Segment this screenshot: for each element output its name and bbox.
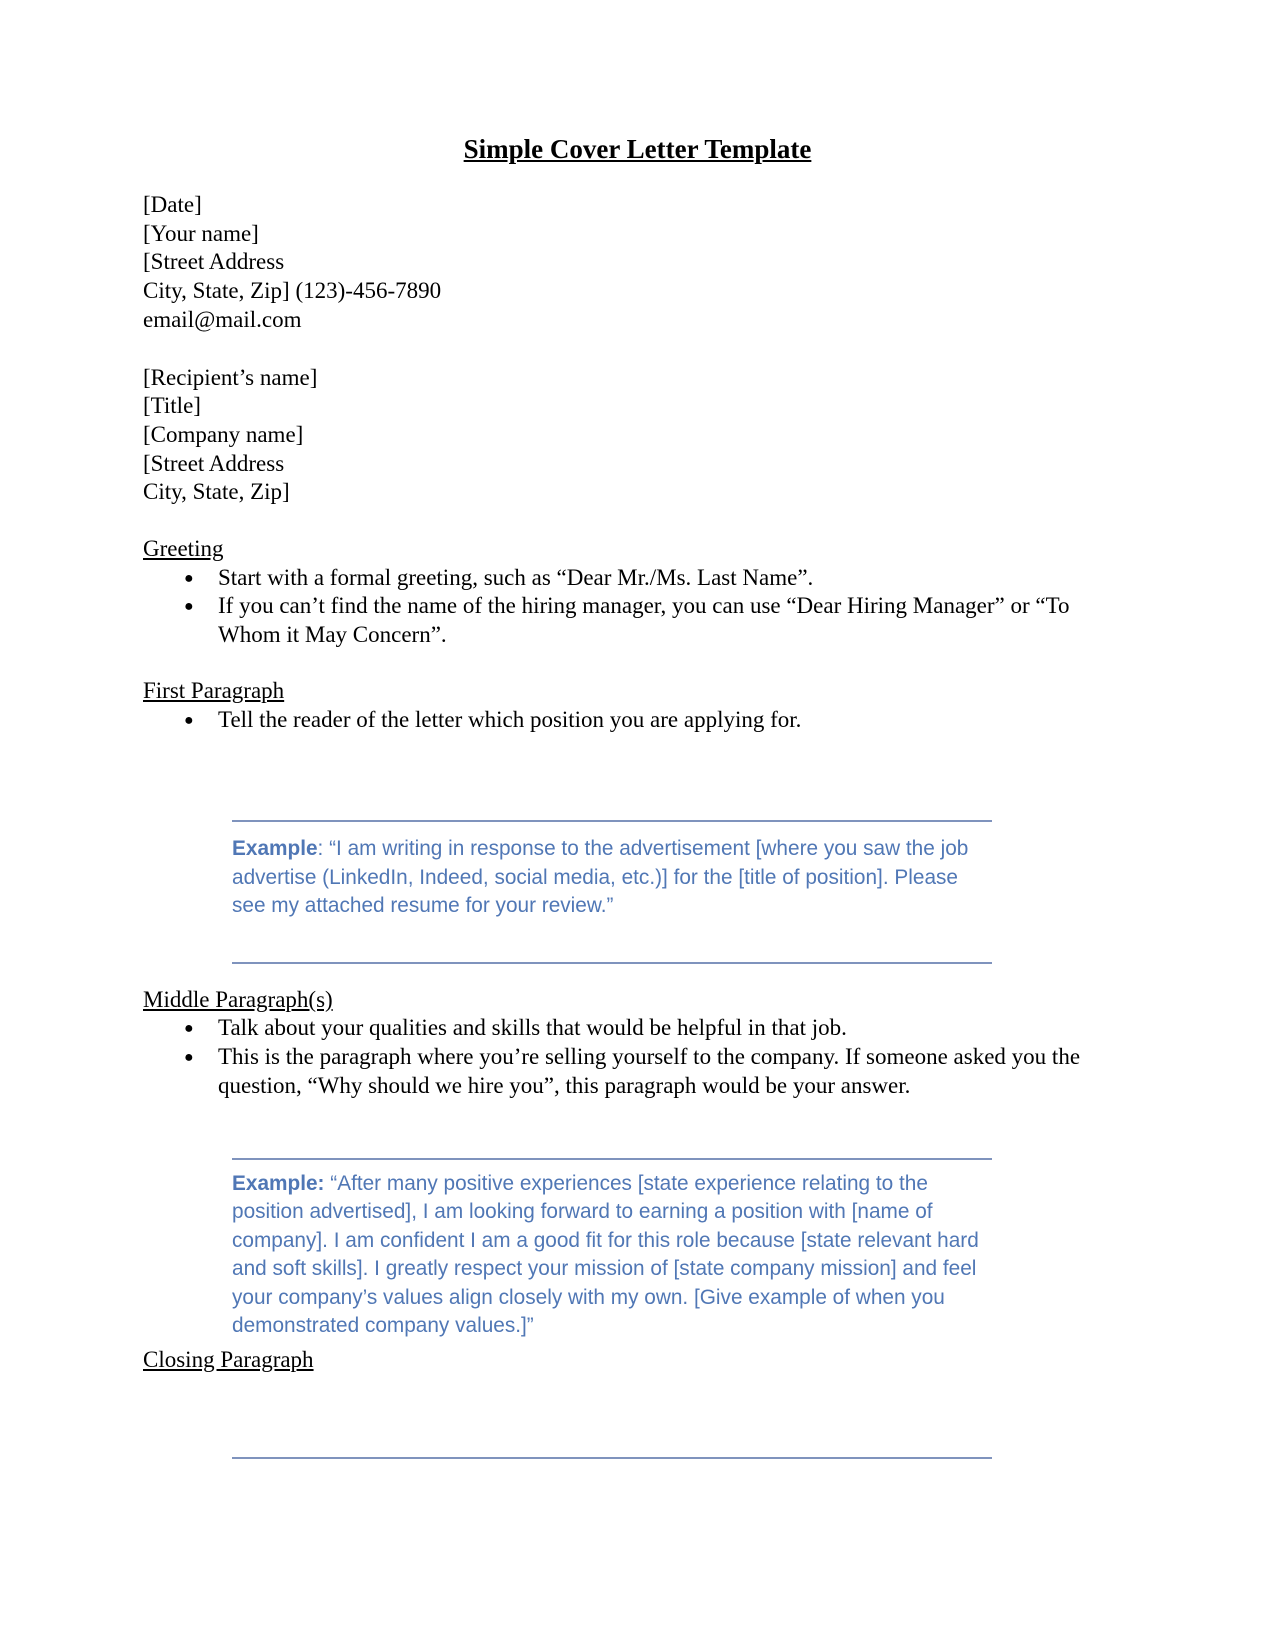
greeting-heading: Greeting <box>143 536 224 562</box>
first-example-block <box>232 820 992 964</box>
closing-example-block <box>232 1457 992 1459</box>
sender-city-phone-line: City, State, Zip] (123)-456-7890 <box>143 278 442 304</box>
document-title: Simple Cover Letter Template <box>463 134 812 164</box>
divider-line <box>232 1457 992 1459</box>
example-text: “I am writing in response to the advertisement [where you saw the job advertise (LinkedIn, Indeed, social media, etc.)] for the [title of position]. Please see my attached resume for your review.” <box>232 837 969 918</box>
example-label: Example <box>232 837 318 861</box>
date-placeholder: [Date] <box>143 192 202 217</box>
recipient-title-line: [Title] <box>143 393 201 419</box>
closing-paragraph-heading: Closing Paragraph <box>143 1346 314 1372</box>
middle-paragraph-bullet-item: ● Talk about your qualities and skills that would be helpful in that job. <box>218 1014 1132 1043</box>
example-label: Example: <box>232 1171 325 1195</box>
middle-paragraph-bullet-list <box>143 1014 1132 1100</box>
example-separator: : <box>317 837 330 861</box>
first-paragraph-bullet-item: ● Tell the reader of the letter which position you are applying for. <box>218 706 1132 735</box>
sender-address-block <box>143 220 1132 335</box>
divider-line <box>232 962 992 964</box>
middle-example-paragraph <box>232 1170 992 1341</box>
greeting-bullet-item: ● If you can’t find the name of the hiring manager, you can use “Dear Hiring Manager” or “To Whom it May Concern”. <box>218 592 1132 649</box>
sender-name-line: [Your name] <box>143 220 259 246</box>
example-text: “After many positive experiences [state experience relating to the position advertised], I am looking forward to earning a position with [name of company]. I am confident I am a good fit for this role because [state relevant hard and soft skills]. I greatly respect your mission of [state company mission] and feel your company’s values align closely with my own. [Give example of when you demonstrated company values.]” <box>232 1171 979 1338</box>
recipient-company-line: [Company name] <box>143 421 304 447</box>
divider-line <box>232 1158 992 1160</box>
first-paragraph-bullet-list <box>143 706 1132 735</box>
sender-email-line: email@mail.com <box>143 306 302 332</box>
first-paragraph-heading: First Paragraph <box>143 677 285 703</box>
first-example-paragraph <box>232 835 992 921</box>
greeting-bullet-list <box>143 564 1132 650</box>
recipient-name-line: [Recipient’s name] <box>143 364 318 390</box>
greeting-bullet-item: ● Start with a formal greeting, such as “Dear Mr./Ms. Last Name”. <box>218 564 1132 593</box>
sender-street-line: [Street Address <box>143 249 285 275</box>
divider-line <box>232 820 992 822</box>
recipient-street-line: [Street Address <box>143 450 285 476</box>
recipient-city-line: City, State, Zip] <box>143 479 290 505</box>
recipient-address-block <box>143 364 1132 508</box>
middle-paragraph-bullet-item: ● This is the paragraph where you’re selling yourself to the company. If someone asked you the question, “Why should we hire you”, this paragraph would be your answer. <box>218 1043 1132 1100</box>
middle-example-block <box>232 1158 992 1341</box>
middle-paragraph-heading: Middle Paragraph(s) <box>143 986 333 1012</box>
